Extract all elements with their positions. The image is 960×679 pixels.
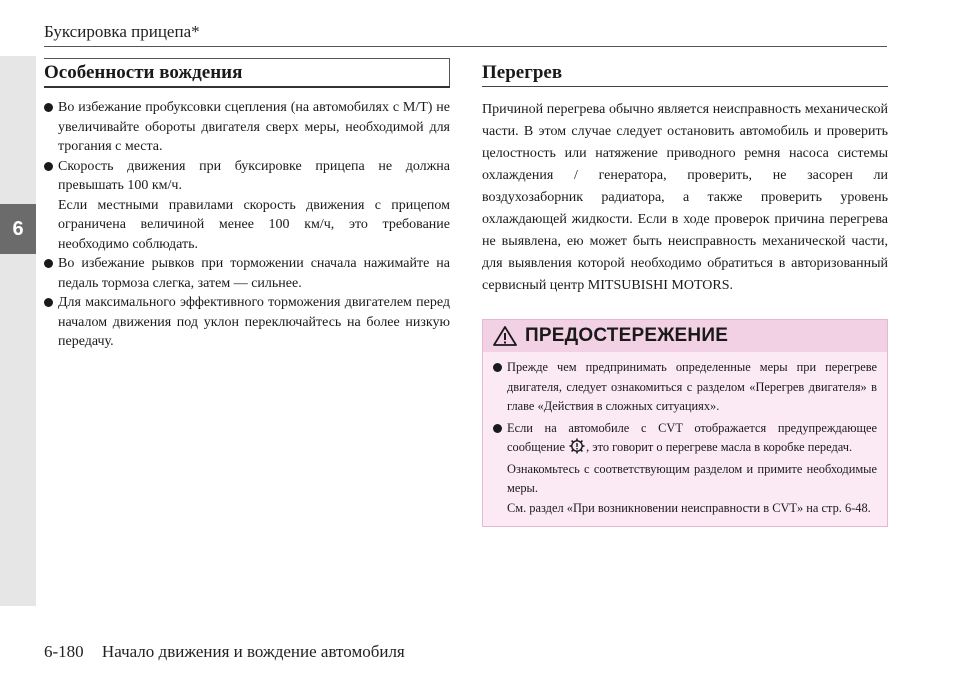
bullet-text: Скорость движения при буксировке прицепа не должна превышать 100 км/ч. (58, 158, 450, 193)
warning-item-text: Если на автомобиле с CVT отображается предупреждающее сообщение (507, 420, 877, 454)
warning-header (483, 320, 887, 352)
side-strip (0, 56, 36, 606)
bullet-dot-icon (44, 162, 53, 171)
bullet-dot-icon (493, 363, 502, 372)
bullet-dot-icon (493, 424, 502, 433)
list-item (493, 358, 877, 417)
warning-body (483, 352, 887, 526)
warning-item-text: , это говорит о перегреве масла в коробке передач. (586, 440, 853, 454)
list-item (493, 419, 877, 519)
cvt-overheat-icon (569, 438, 585, 454)
driving-bullets (44, 98, 450, 352)
left-column (44, 58, 450, 352)
bullet-text: Если местными правилами скорость движения с прицепом ограничена величиной менее 100 км/ч, это требование необходимо соблюдать. (58, 197, 450, 252)
warning-box (482, 319, 888, 527)
bullet-dot-icon (44, 103, 53, 112)
overheat-paragraph: Причиной перегрева обычно является неисправность механической части. В этом случае следует остановить автомобиль и проверить целостность или натяжение приводного ремня насоса системы охлаждения / генератора, проверить, не засорен ли воздухозаборник радиатора, а также проверить уровень охлаждающей жидкости. Если в ходе проверок причина перегрева не выявлена, ею может быть неисправность механической части, для выявления которой необходимо обратиться в авторизованный сервисный центр MITSUBISHI MOTORS. (482, 102, 888, 293)
page-footer (44, 642, 405, 662)
section-heading-driving: Особенности вождения (44, 58, 450, 86)
bullet-text: Во избежание рывков при торможении сначала нажимайте на педаль тормоза слегка, затем — сильнее. (58, 256, 450, 291)
section-rule (44, 86, 450, 88)
section-heading-overheat: Перегрев (482, 62, 563, 83)
bullet-text: Во избежание пробуксовки сцепления (на автомобилях с М/Т) не увеличивайте обороты двигателя сверх меры, необходимой для трогания с места. (58, 100, 450, 154)
right-column (482, 58, 888, 527)
chapter-title: Начало движения и вождение автомобиля (101, 642, 405, 661)
bullet-dot-icon (44, 259, 53, 268)
list-item (44, 157, 450, 255)
warning-triangle-icon (493, 326, 517, 346)
chapter-tab: 6 (0, 204, 36, 254)
section-rule (482, 86, 888, 87)
page-header-title: Буксировка прицепа* (44, 22, 200, 41)
bullet-dot-icon (44, 298, 53, 307)
warning-item-text: Прежде чем предпринимать определенные меры при перегреве двигателя, следует ознакомиться с разделом «Перегрев двигателя» в главе «Действия в сложных ситуациях». (507, 360, 877, 413)
list-item (44, 254, 450, 293)
warning-item-text: Ознакомьтесь с соответствующим разделом и примите необходимые меры. (507, 461, 877, 495)
warning-title: ПРЕДОСТЕРЕЖЕНИЕ (525, 325, 729, 346)
warning-item-text: См. раздел «При возникновении неисправности в CVT» на стр. 6-48. (507, 500, 871, 515)
header-rule (44, 46, 887, 47)
list-item (44, 293, 450, 352)
page-number: 6-180 (44, 642, 84, 661)
bullet-text: Для максимального эффективного торможения двигателем перед началом движения под уклон переключайтесь на более низкую передачу. (58, 295, 450, 349)
list-item (44, 98, 450, 157)
